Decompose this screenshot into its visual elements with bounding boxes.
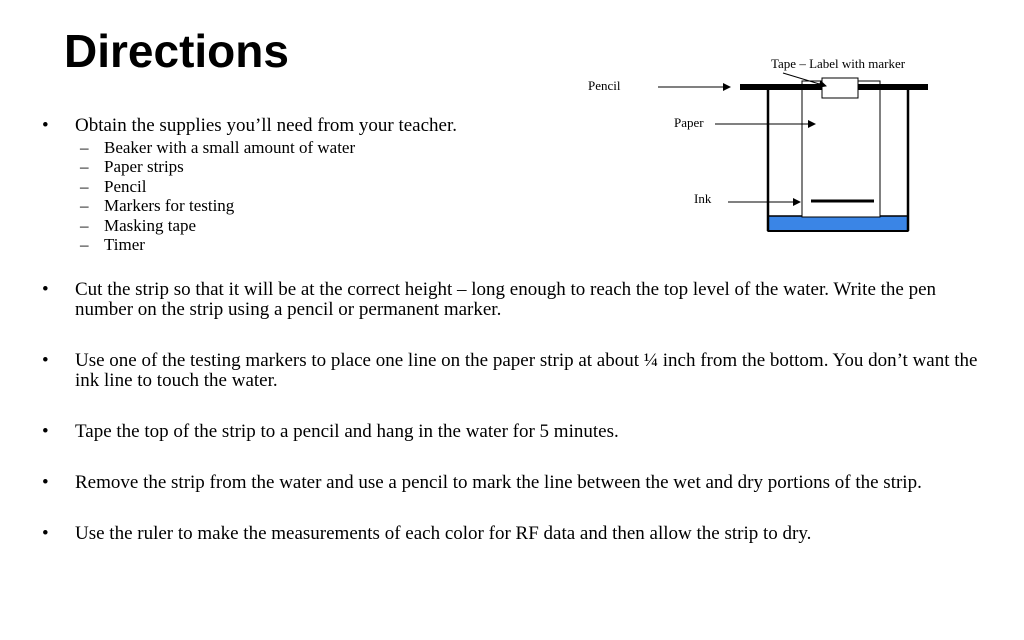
bullet-icon: • [42, 279, 49, 300]
bullet-text: Use one of the testing markers to place one line on the paper strip at about ¼ inch from the bottom. You don’t want the ink line to touch the water. [75, 350, 978, 391]
water [768, 216, 908, 231]
bullet-icon: • [42, 523, 49, 544]
sub-list-item [80, 196, 582, 215]
sub-item-text: Masking tape [104, 215, 197, 235]
sub-item-text: Timer [104, 235, 145, 255]
bullet-icon: • [42, 421, 49, 442]
pencil-label: Pencil [588, 78, 621, 93]
sub-item-text: Pencil [104, 176, 147, 196]
page-title: Directions [64, 25, 289, 77]
dash-icon: – [80, 235, 89, 255]
supplies-bullet [42, 116, 582, 254]
sub-list-item [80, 216, 582, 235]
paper-strip [802, 81, 880, 217]
sub-item-text: Paper strips [104, 157, 184, 177]
bullet-text: Obtain the supplies you’ll need from your teacher. [75, 115, 458, 136]
bullet-text: Cut the strip so that it will be at the correct height – long enough to reach the top level of the water. Write the pen number on the strip using a pencil or permanent marker. [75, 279, 937, 320]
bullet-text: Remove the strip from the water and use a pencil to mark the line between the wet and dry portions of the strip. [75, 472, 922, 493]
tape-label: Tape – Label with marker [771, 56, 906, 71]
dash-icon: – [80, 215, 89, 235]
bullet-icon: • [42, 472, 49, 493]
ink-label: Ink [694, 191, 712, 206]
bullet-text: Use the ruler to make the measurements of each color for RF data and then allow the strip to dry. [75, 523, 812, 544]
bullet-icon: • [42, 115, 49, 136]
sub-item-text: Markers for testing [104, 196, 235, 216]
tape-label-box [822, 78, 858, 98]
chromatography-diagram [640, 60, 940, 240]
list-item [42, 280, 992, 320]
dash-icon: – [80, 176, 89, 196]
list-item [42, 116, 582, 136]
sub-list-item [80, 138, 582, 157]
directions-list [42, 280, 992, 575]
dash-icon: – [80, 157, 89, 177]
list-item [42, 422, 992, 442]
dash-icon: – [80, 138, 89, 157]
list-item [42, 473, 992, 493]
list-item [42, 524, 992, 544]
bullet-icon: • [42, 350, 49, 371]
dash-icon: – [80, 196, 89, 216]
sub-item-text: Beaker with a small amount of water [104, 138, 356, 157]
paper-label: Paper [674, 115, 704, 130]
list-item [42, 351, 992, 391]
bullet-text: Tape the top of the strip to a pencil and hang in the water for 5 minutes. [75, 421, 619, 442]
sub-list-item [80, 177, 582, 196]
sub-list-item [80, 157, 582, 176]
supplies-sublist [42, 138, 582, 254]
sub-list-item [80, 235, 582, 254]
